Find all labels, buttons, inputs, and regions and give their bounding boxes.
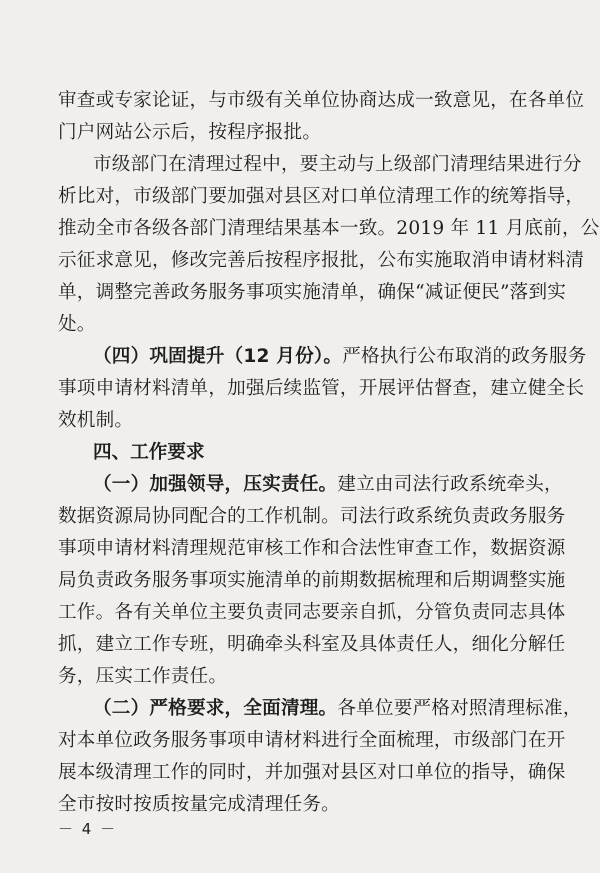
paragraph-3-line-2: 事项申请材料清单，加强后续监管，开展评估督查，建立健全长 (58, 378, 585, 399)
section-heading: 四、工作要求 (93, 442, 205, 463)
paragraph-5-line-2: 对本单位政务服务事项申请材料进行全面梳理，市级部门在开 (58, 730, 566, 751)
paragraph-3-line-1 (93, 342, 587, 372)
paragraph-5-lead: （二）严格要求，全面清理。 (93, 698, 338, 719)
paragraph-5-line-3: 展本级清理工作的同时，并加强对县区对口单位的指导，确保 (58, 762, 566, 783)
paragraph-5-line-1-rest: 各单位要严格对照清理标准， (337, 698, 582, 719)
paragraph-2-line-4: 示征求意见，修改完善后按程序报批，公布实施取消申请材料清 (58, 250, 585, 271)
paragraph-4-lead: （一）加强领导，压实责任。 (93, 474, 338, 495)
paragraph-4-line-1 (93, 470, 563, 500)
paragraph-4-line-3: 事项申请材料清理规范审核工作和合法性审查工作，数据资源 (58, 538, 566, 559)
paragraph-4-line-6: 抓，建立工作专班，明确牵头科室及具体责任人，细化分解任 (58, 634, 566, 655)
paragraph-2-line-2: 析比对，市级部门要加强对县区对口单位清理工作的统筹指导， (58, 186, 585, 207)
paragraph-2-line-5: 单，调整完善政务服务事项实施清单，确保“减证便民”落到实 (58, 282, 567, 303)
paragraph-1-line-2: 门户网站公示后，按程序报批。 (58, 122, 322, 143)
paragraph-5-line-4: 全市按时按质按量完成清理任务。 (58, 794, 340, 815)
paragraph-2-line-6: 处。 (58, 314, 96, 335)
paragraph-4-line-2: 数据资源局协同配合的工作机制。司法行政系统负责政务服务 (58, 506, 566, 527)
paragraph-5-line-1 (93, 694, 582, 724)
paragraph-1-line-1: 审查或专家论证，与市级有关单位协商达成一致意见，在各单位 (58, 90, 585, 111)
paragraph-4-line-5: 工作。各有关单位主要负责同志要亲自抓，分管负责同志具体 (58, 602, 566, 623)
page-number: － 4 － (58, 820, 118, 838)
paragraph-3-line-3: 效机制。 (58, 410, 134, 431)
paragraph-2-line-3: 推动全市各级各部门清理结果基本一致。2019 年 11 月底前，公 (58, 218, 600, 239)
paragraph-4-line-4: 局负责政务服务事项实施清单的前期数据梳理和后期调整实施 (58, 570, 566, 591)
paragraph-4-line-1-rest: 建立由司法行政系统牵头， (337, 474, 563, 495)
paragraph-2-line-1: 市级部门在清理过程中，要主动与上级部门清理结果进行分 (93, 154, 582, 175)
paragraph-3-lead: （四）巩固提升（12 月份）。 (93, 346, 343, 367)
paragraph-3-line-1-rest: 严格执行公布取消的政务服务 (342, 346, 587, 367)
paragraph-4-line-7: 务，压实工作责任。 (58, 666, 228, 687)
